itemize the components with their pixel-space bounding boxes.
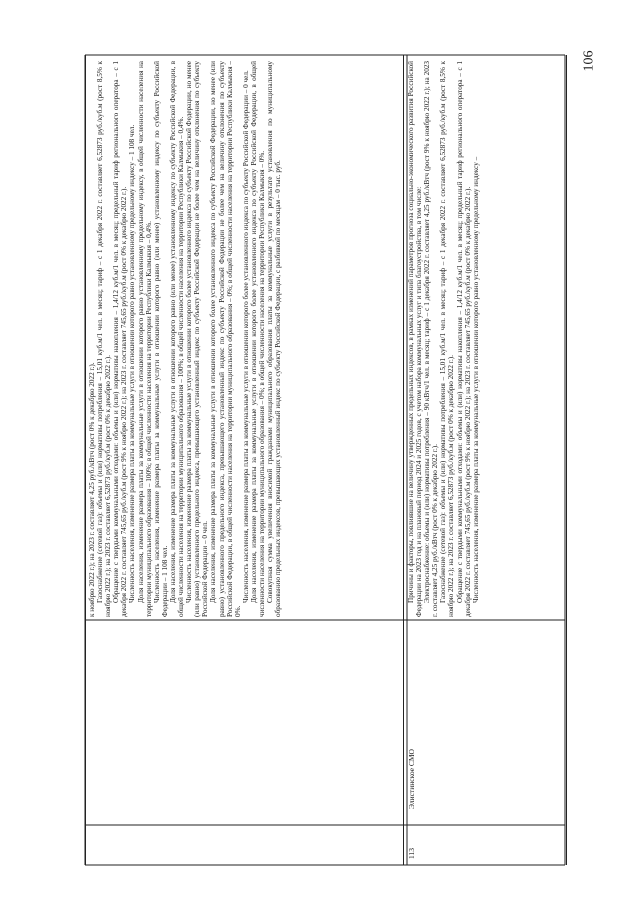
municipality-name: Элистинское СМО [407,749,416,809]
paragraph: Газоснабжение (сетевой газ): объемы и (или) нормативы потребления – 15,01 куб.м/1 чел. в месяц; тариф – с 1 декабря 2022 г. составляет 6,52873 руб./куб.м (рост 8,5% к ноябрю 2022 г.); на 2023 г. составляет 6,52873 руб./куб.м (рост 0% к декабрю 2022 г.). [439,61,456,617]
paragraph: Доля населения, изменение размера платы за коммунальные услуги в отношении которого более установленного индекса по субъекту Российской Федерации, но менее (или равно) установленного предельного индекса, превышающего установленный индекс по субъекту Российской Федерации не более чем на величину отклонения по субъекту Российской Федерации, в общей численности населения на территории муниципального образования – 0%; в общей численности населения на территории Республики Калмыкия – 0%. [209,61,242,617]
paragraph: Электроснабжение: объемы и (или) нормативы потребления – 90 кВтч/1 чел. в месяц; тариф – с 1 декабря 2022 г. составляет 4,25 руб./кВтч (рост 9% к ноябрю 2022 г.); на 2023 г. составляет 4,25 руб./кВтч (рост 0% к декабрю 2022 г.). [423,61,440,617]
paragraph: Численность населения, изменение размера платы за коммунальные услуги в отношении которого более установленного индекса по субъекту Российской Федерации, но менее (или равно) установленного предельного индекса, превышающего установленный индекс по субъекту Российской Федерации не более чем на величину отклонения по субъекту Российской Федерации – 0 чел. [185,61,210,617]
page-number-text: 106 [581,50,596,72]
paragraph: к ноябрю 2022 г.); на 2023 г. составляет 4,25 руб./кВтч (рост 0% к декабрю 2022 г.). [88,362,96,617]
paragraph: Доля населения, изменение размера платы за коммунальные услуги в отношении которого равно (или менее) установленному индексу по субъекту Российской Федерации, в общей численности населения на территории муниципального образования – 100%; в общей численности населения на территории Республики Калмыкия – 0,4%. [168,61,186,617]
paragraph: Численность населения, изменение размера платы за коммунальные услуги в отношении которого равно установленному предельному индексу – [471,156,480,603]
paragraph: Доля населения, изменение размера платы за коммунальные услуги в отношении которого более установленного индекса по субъекту Российской Федерации, в общей численности населения на территории муниципального образования – 0%; в общей численности населения на территории Республики Калмыкия – 0%. [249,61,266,617]
paragraph: Численность населения, изменение размера платы за коммунальные услуги в отношении которого равно установленному предельному индексу – 1 108 чел. [128,124,137,603]
paragraph: Совокупная сумма увеличения вносимой гражданами муниципального образования платы за коммунальные услуги в результате установления по муниципальному образованию предельных индексов, превышающих установленный индекс по субъекту Российской Федерации, с разбивкой по месяцам – 0 тыс. руб. [266,61,283,617]
paragraph: Обращение с твердыми коммунальными отходами: объемы и (или) нормативы накопления – 1,4/12 куб.м/1 чел. в месяц; предельный тариф регионального оператора – с 1 декабря 2022 г. составляет 745,65 руб./куб.м (рост 9% к ноябрю 2022 г.); на 2023 г. составляет 745,65 руб./куб.м (рост 0% к декабрю 2022 г.). [455,61,472,617]
row-description [88,61,282,617]
paragraph: Численность населения, изменение размера платы за коммунальные услуги в отношении которого более установленного индекса по субъекту Российской Федерации – 0 чел. [241,70,250,603]
paragraph: Обращение с твердыми коммунальными отходами: объемы и (или) нормативы накопления – 1,4/12 куб.м/1 чел. в месяц; предельный тариф регионального оператора – с 1 декабря 2022 г. составляет 745,65 руб./куб.м (рост 9% к ноябрю 2022 г.); на 2023 г. составляет 745,65 руб./куб.м (рост 0% к декабрю 2022 г.). [112,61,129,617]
paragraph: Численность населения, изменение размера платы за коммунальные услуги в отношении которого равно (или менее) установленному индексу по субъекту Российской Федерации – 1 108 чел. [152,61,169,617]
data-table [85,55,565,865]
paragraph: Причины и факторы, повлиявшие на величину утвержденных предельных индексов, в рамках изменений параметров прогноза социально-экономического развития Российской Федерации на 2023 год и на плановый период 2024 и 2025 годов, с учетом набора коммунальных услуг и типа благоустройства, в том числе: [407,61,424,617]
table-row [85,55,404,865]
row-number: 113 [407,848,416,859]
row-description [407,61,480,617]
paragraph: Газоснабжение (сетевой газ): объемы и (или) нормативы потребления – 15,01 куб.м/1 чел. в месяц; тариф – с 1 декабря 2022 г. составляет 6,52873 руб./куб.м (рост 8,5% к ноябрю 2022 г.); на 2023 г. составляет 6,52873 руб./куб.м (рост 0% к декабрю 2022 г.). [96,61,113,617]
table-row [403,55,567,865]
paragraph: Доля населения, изменение размера платы за коммунальные услуги в отношении которого равно установленному предельному индексу, в общей численности населения на территории муниципального образования – 100%; в общей численности населения на территории Республики Калмыкия – 0,4%. [136,61,153,617]
